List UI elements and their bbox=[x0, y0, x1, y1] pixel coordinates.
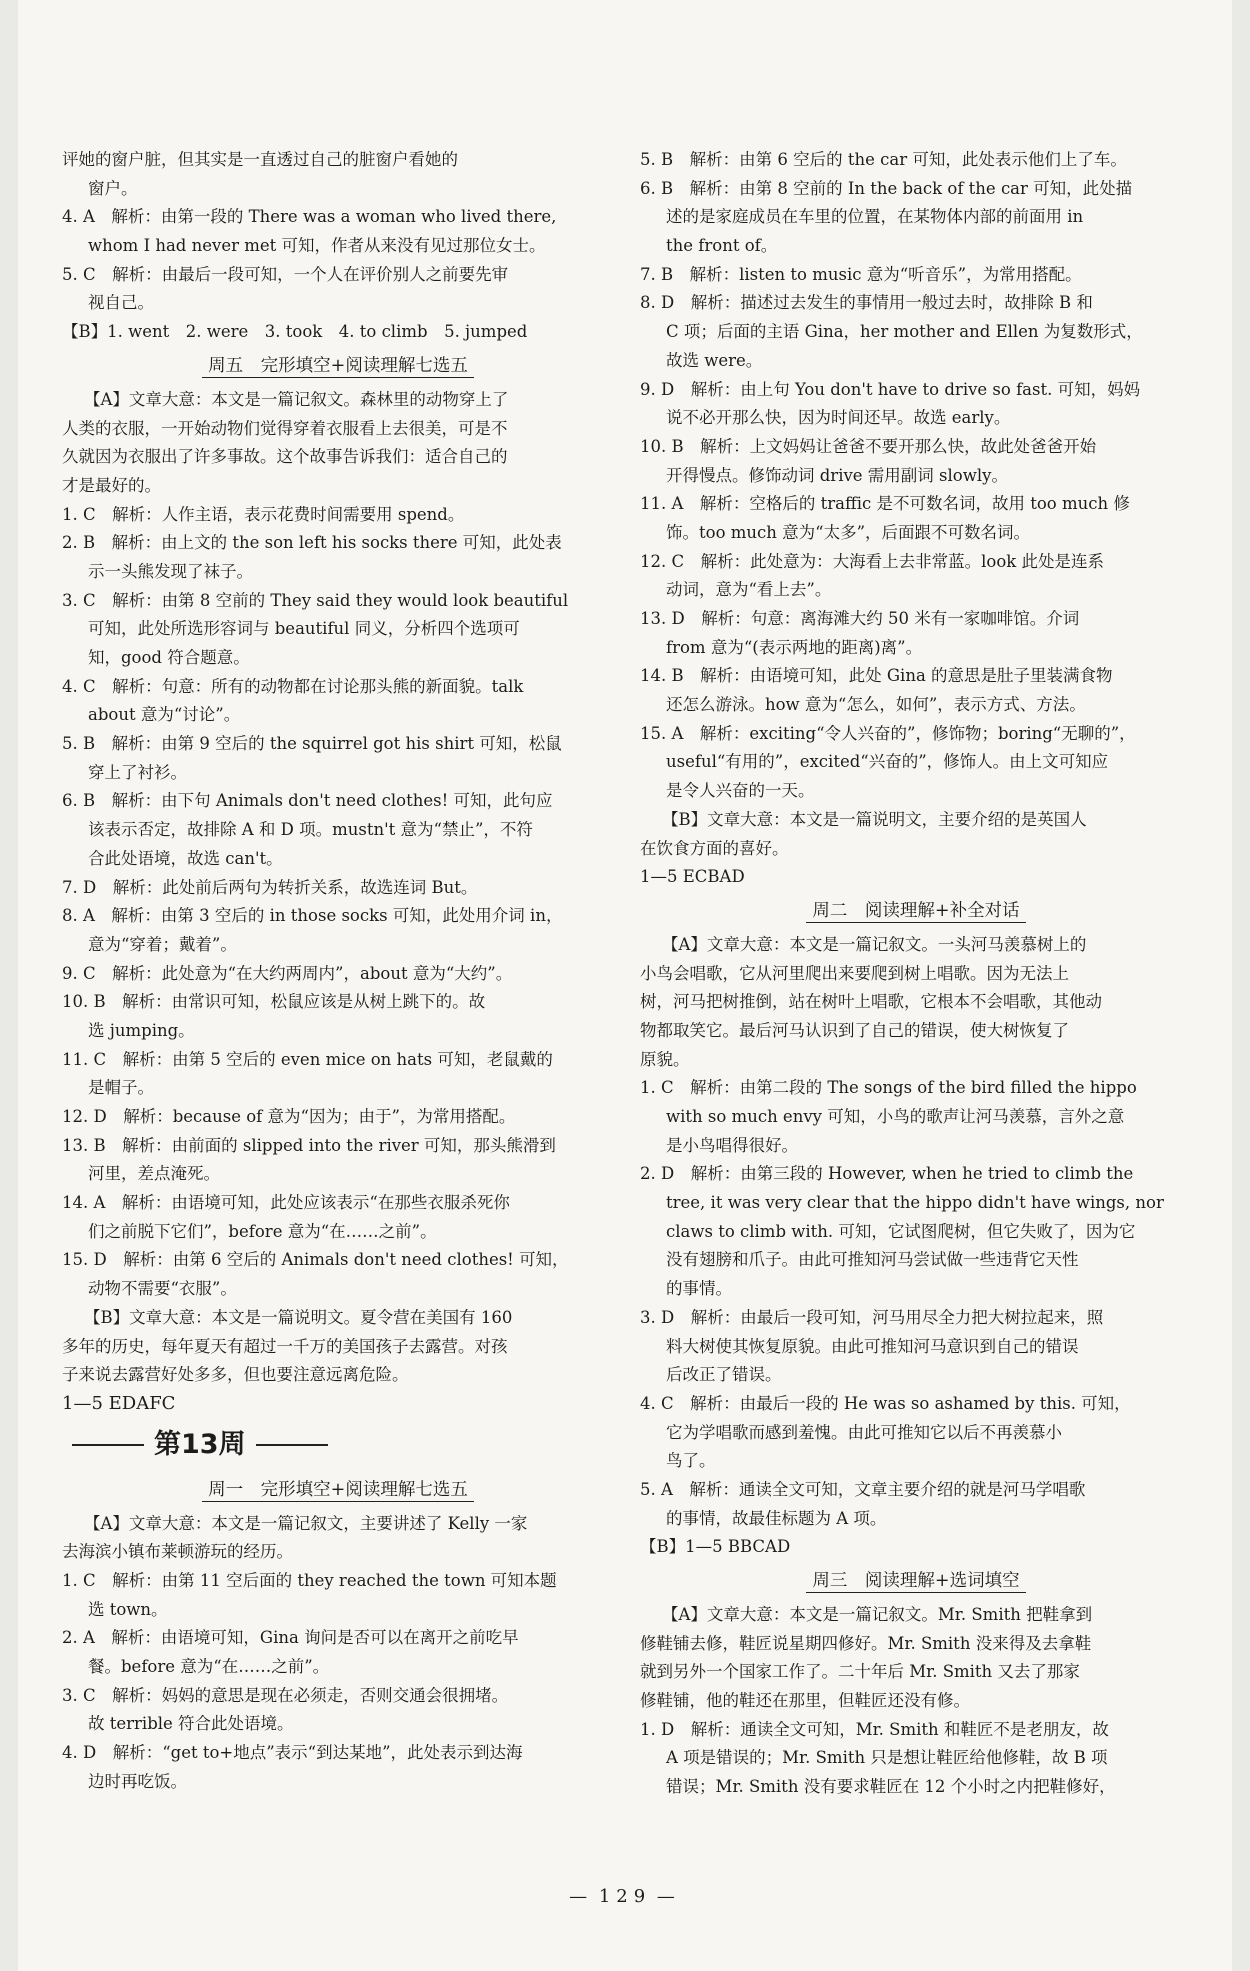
text-line: 选 town。 bbox=[88, 1599, 168, 1619]
text-line: 14. B 解析：由语境可知，此处 Gina 的意思是肚子里装满食物 bbox=[640, 666, 1113, 686]
text-line: 6. B 解析：由第 8 空前的 In the back of the car 可知，此处描 bbox=[640, 178, 1133, 198]
text-line: 12. D 解析：because of 意为“因为；由于”，为常用搭配。 bbox=[62, 1107, 516, 1126]
text-line: 就到另外一个国家工作了。二十年后 Mr. Smith 又去了那家 bbox=[640, 1662, 1080, 1682]
text-line: 2. D 解析：由第三段的 However, when he tried to climb the bbox=[640, 1164, 1134, 1184]
text-line: 12. C 解析：此处意为：大海看上去非常蓝。look 此处是连系 bbox=[640, 551, 1104, 571]
text-line: 多年的历史，每年夏天有超过一千万的美国孩子去露营。对孩 bbox=[62, 1336, 508, 1356]
text-line: 述的是家庭成员在车里的位置，在某物体内部的前面用 in bbox=[666, 207, 1084, 227]
text-line: 【B】文章大意：本文是一篇说明文。夏令营在美国有 160 bbox=[84, 1307, 513, 1327]
text-line: 故选 were。 bbox=[666, 350, 763, 370]
text-line: 3. D 解析：由最后一段可知，河马用尽全力把大树拉起来，照 bbox=[640, 1307, 1104, 1327]
text-line: 修鞋铺去修，鞋匠说星期四修好。Mr. Smith 没来得及去拿鞋 bbox=[640, 1633, 1092, 1653]
text-line: 【B】文章大意：本文是一篇说明文，主要介绍的是英国人 bbox=[662, 809, 1087, 829]
text-line: 是小鸟唱得很好。 bbox=[666, 1135, 798, 1155]
section-heading bbox=[640, 1565, 1192, 1599]
text-line: 4. C 解析：句意：所有的动物都在讨论那头熊的新面貌。talk bbox=[62, 676, 524, 696]
text-line: C 项；后面的主语 Gina，her mother and Ellen 为复数形式， bbox=[666, 322, 1143, 342]
text-line: 餐。before 意为“在……之前”。 bbox=[88, 1657, 330, 1676]
text-line: 13. D 解析：句意：离海滩大约 50 米有一家咖啡馆。介词 bbox=[640, 609, 1080, 628]
text-line: 故 terrible 符合此处语境。 bbox=[88, 1714, 294, 1734]
text-line: 14. A 解析：由语境可知，此处应该表示“在那些衣服杀死你 bbox=[62, 1193, 510, 1213]
section-heading-text: 周三 阅读理解+选词填空 bbox=[806, 1571, 1025, 1593]
text-line: 9. C 解析：此处意为“在大约两周内”，about 意为“大约”。 bbox=[62, 963, 513, 983]
text-line: 动词，意为“看上去”。 bbox=[666, 580, 832, 600]
text-line: 穿上了衬衫。 bbox=[88, 762, 187, 782]
section-heading-text: 周五 完形填空+阅读理解七选五 bbox=[202, 356, 474, 378]
text-line: 人类的衣服，一开始动物们觉得穿着衣服看上去很美，可是不 bbox=[62, 418, 508, 438]
text-line: 7. D 解析：此处前后两句为转折关系，故选连词 But。 bbox=[62, 877, 478, 897]
text-line: 动物不需要“衣服”。 bbox=[88, 1279, 237, 1299]
text-line: 原貌。 bbox=[640, 1049, 690, 1069]
document-page bbox=[18, 0, 1232, 1971]
text-line: 15. D 解析：由第 6 空后的 Animals don't need clothes! 可知， bbox=[62, 1250, 569, 1270]
text-line: 说不必开那么快，因为时间还早。故选 early。 bbox=[666, 408, 1011, 428]
week-heading-text: 第13周 bbox=[154, 1428, 246, 1460]
text-line: 饰。too much 意为“太多”，后面跟不可数名词。 bbox=[666, 522, 1030, 542]
text-line: 边时再吃饭。 bbox=[88, 1771, 187, 1791]
text-line: 后改正了错误。 bbox=[666, 1365, 782, 1385]
text-line: 15. A 解析：exciting“令人兴奋的”，修饰物；boring“无聊的”， bbox=[640, 723, 1136, 743]
text-line: 是令人兴奋的一天。 bbox=[666, 781, 815, 801]
text-line: the front of。 bbox=[666, 236, 778, 256]
text-line: 【A】文章大意：本文是一篇记叙文。一头河马羡慕树上的 bbox=[662, 934, 1087, 954]
week-heading bbox=[62, 1419, 614, 1471]
text-line: 2. A 解析：由语境可知，Gina 询问是否可以在离开之前吃早 bbox=[62, 1628, 519, 1648]
text-line: 错误；Mr. Smith 没有要求鞋匠在 12 个小时之内把鞋修好， bbox=[666, 1777, 1116, 1797]
text-line: 1—5 ECBAD bbox=[640, 867, 745, 887]
text-line: 7. B 解析：listen to music 意为“听音乐”，为常用搭配。 bbox=[640, 264, 1082, 284]
text-line: 1. C 解析：人作主语，表示花费时间需要用 spend。 bbox=[62, 504, 465, 524]
text-line: 10. B 解析：由常识可知，松鼠应该是从树上跳下的。故 bbox=[62, 992, 486, 1012]
text-line: 树，河马把树推倒，站在树叶上唱歌，它根本不会唱歌，其他动 bbox=[640, 992, 1102, 1012]
text-line: 可知，此处所选形容词与 beautiful 同义，分析四个选项可 bbox=[88, 619, 520, 639]
text-line: 1. C 解析：由第二段的 The songs of the bird filled the hippo bbox=[640, 1078, 1137, 1098]
text-line: whom I had never met 可知，作者从来没有见过那位女士。 bbox=[88, 236, 546, 256]
text-line: 的事情。 bbox=[666, 1279, 732, 1299]
text-line: 选 jumping。 bbox=[88, 1020, 195, 1040]
text-line: 子来说去露营好处多多，但也要注意远离危险。 bbox=[62, 1365, 409, 1385]
text-line: 在饮食方面的喜好。 bbox=[640, 838, 789, 858]
text-line: 5. C 解析：由最后一段可知，一个人在评价别人之前要先审 bbox=[62, 264, 509, 284]
text-line: 6. B 解析：由下句 Animals don't need clothes! 可知，此句应 bbox=[62, 791, 553, 811]
text-line: 11. C 解析：由第 5 空后的 even mice on hats 可知，老鼠戴的 bbox=[62, 1049, 553, 1069]
text-line: 5. B 解析：由第 9 空后的 the squirrel got his shirt 可知，松鼠 bbox=[62, 734, 562, 754]
text-line: 们之前脱下它们”，before 意为“在……之前”。 bbox=[88, 1221, 437, 1241]
section-heading bbox=[62, 1474, 614, 1508]
section-heading bbox=[62, 350, 614, 384]
text-line: 【A】文章大意：本文是一篇记叙文。森林里的动物穿上了 bbox=[84, 389, 509, 409]
text-line: 示一头熊发现了袜子。 bbox=[88, 561, 253, 581]
week-heading-rule-left bbox=[72, 1444, 144, 1446]
text-line: 8. D 解析：描述过去发生的事情用一般过去时，故排除 B 和 bbox=[640, 293, 1093, 313]
text-line: 4. A 解析：由第一段的 There was a woman who lived there, bbox=[62, 207, 557, 227]
page-number-dash-left: — bbox=[569, 1886, 594, 1907]
text-line: 【B】1. went 2. were 3. took 4. to climb 5. jumped bbox=[62, 322, 528, 342]
text-line: with so much envy 可知，小鸟的歌声让河马羡慕，言外之意 bbox=[666, 1107, 1125, 1126]
text-line: 11. A 解析：空格后的 traffic 是不可数名词，故用 too much 修 bbox=[640, 494, 1130, 514]
text-line: 才是最好的。 bbox=[62, 475, 161, 495]
text-line: tree, it was very clear that the hippo didn't have wings, nor bbox=[666, 1193, 1164, 1213]
text-line: 4. C 解析：由最后一段的 He was so ashamed by this. 可知， bbox=[640, 1393, 1131, 1413]
text-line: 河里，差点淹死。 bbox=[88, 1164, 220, 1184]
text-line: 鸟了。 bbox=[666, 1451, 716, 1471]
text-line: 10. B 解析：上文妈妈让爸爸不要开那么快，故此处爸爸开始 bbox=[640, 436, 1097, 456]
text-line: 该表示否定，故排除 A 和 D 项。mustn't 意为“禁止”，不符 bbox=[88, 820, 533, 840]
right-column bbox=[640, 146, 1192, 1802]
text-line: 的事情，故最佳标题为 A 项。 bbox=[666, 1508, 887, 1528]
text-line: 2. B 解析：由上文的 the son left his socks there 可知，此处表 bbox=[62, 533, 562, 553]
text-line: 窗户。 bbox=[88, 178, 138, 198]
text-line: useful“有用的”，excited“兴奋的”，修饰人。由上文可知应 bbox=[666, 752, 1109, 772]
text-line: 它为学唱歌而感到羞愧。由此可推知它以后不再羡慕小 bbox=[666, 1422, 1062, 1442]
text-line: 8. A 解析：由第 3 空后的 in those socks 可知，此处用介词 in， bbox=[62, 906, 563, 926]
section-heading bbox=[640, 895, 1192, 929]
text-line: 3. C 解析：由第 8 空前的 They said they would look beautiful bbox=[62, 590, 569, 610]
text-line: 没有翅膀和爪子。由此可推知河马尝试做一些违背它天性 bbox=[666, 1250, 1079, 1270]
text-line: 【A】文章大意：本文是一篇记叙文。Mr. Smith 把鞋拿到 bbox=[662, 1605, 1093, 1624]
page-number-footer bbox=[18, 1886, 1232, 1907]
text-line: 开得慢点。修饰动词 drive 需用副词 slowly。 bbox=[666, 465, 1008, 485]
text-line: 修鞋铺，他的鞋还在那里，但鞋匠还没有修。 bbox=[640, 1691, 970, 1711]
text-line: 视自己。 bbox=[88, 293, 154, 313]
text-line: 评她的窗户脏，但其实是一直透过自己的脏窗户看她的 bbox=[62, 150, 458, 169]
text-line: 合此处语境，故选 can't。 bbox=[88, 848, 283, 868]
text-line: 1. D 解析：通读全文可知，Mr. Smith 和鞋匠不是老朋友，故 bbox=[640, 1719, 1109, 1739]
week-heading-rule-right bbox=[256, 1444, 328, 1446]
text-line: 知，good 符合题意。 bbox=[88, 648, 250, 667]
text-line: A 项是错误的；Mr. Smith 只是想让鞋匠给他修鞋，故 B 项 bbox=[666, 1748, 1108, 1768]
text-line: 5. B 解析：由第 6 空后的 the car 可知，此处表示他们上了车。 bbox=[640, 150, 1127, 169]
text-line: 物都取笑它。最后河马认识到了自己的错误，使大树恢复了 bbox=[640, 1020, 1069, 1040]
text-line: about 意为“讨论”。 bbox=[88, 705, 241, 725]
text-line: claws to climb with. 可知，它试图爬树，但它失败了，因为它 bbox=[666, 1221, 1136, 1241]
text-line: 1—5 EDAFC bbox=[62, 1392, 176, 1414]
text-line: 久就因为衣服出了许多事故。这个故事告诉我们：适合自己的 bbox=[62, 447, 508, 467]
text-line: 4. D 解析：“get to+地点”表示“到达某地”，此处表示到达海 bbox=[62, 1743, 523, 1763]
left-column bbox=[62, 146, 614, 1796]
text-line: 13. B 解析：由前面的 slipped into the river 可知，那头熊滑到 bbox=[62, 1135, 556, 1155]
page-number: 129 bbox=[598, 1886, 652, 1907]
page-number-dash-right: — bbox=[656, 1886, 681, 1907]
text-line: 料大树使其恢复原貌。由此可推知河马意识到自己的错误 bbox=[666, 1336, 1079, 1356]
text-line: 还怎么游泳。how 意为“怎么，如何”，表示方式、方法。 bbox=[666, 695, 1086, 715]
text-line: 去海滨小镇布莱顿游玩的经历。 bbox=[62, 1542, 293, 1562]
text-line: 【B】1—5 BBCAD bbox=[640, 1537, 791, 1557]
section-heading-text: 周一 完形填空+阅读理解七选五 bbox=[202, 1480, 474, 1502]
text-line: 9. D 解析：由上句 You don't have to drive so fast. 可知，妈妈 bbox=[640, 379, 1141, 399]
text-line: from 意为“(表示两地的距离)离”。 bbox=[666, 637, 923, 657]
text-line: 小鸟会唱歌，它从河里爬出来要爬到树上唱歌。因为无法上 bbox=[640, 963, 1069, 983]
section-heading-text: 周二 阅读理解+补全对话 bbox=[806, 901, 1025, 923]
text-line: 是帽子。 bbox=[88, 1078, 154, 1098]
text-line: 1. C 解析：由第 11 空后面的 they reached the town 可知本题 bbox=[62, 1570, 557, 1590]
text-line: 意为“穿着；戴着”。 bbox=[88, 934, 237, 954]
text-line: 【A】文章大意：本文是一篇记叙文，主要讲述了 Kelly 一家 bbox=[84, 1513, 528, 1533]
text-line: 3. C 解析：妈妈的意思是现在必须走，否则交通会很拥堵。 bbox=[62, 1685, 509, 1705]
text-line: 5. A 解析：通读全文可知，文章主要介绍的就是河马学唱歌 bbox=[640, 1479, 1086, 1499]
